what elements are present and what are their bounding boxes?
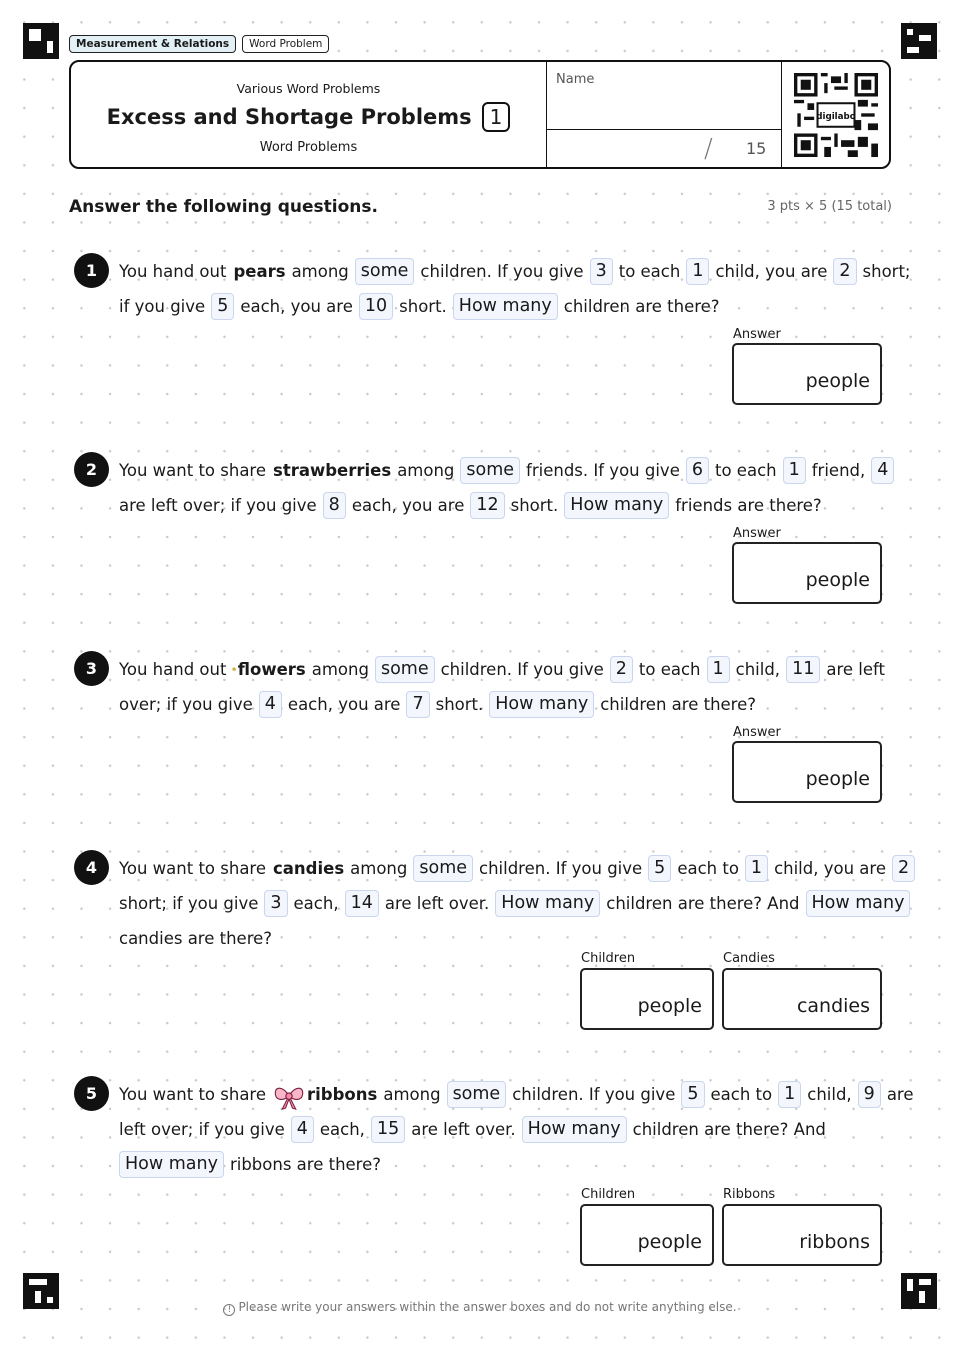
answer-unit: people	[805, 569, 870, 591]
answer-box[interactable]	[732, 343, 882, 405]
name-field[interactable]	[547, 62, 781, 130]
tag-list	[69, 35, 329, 53]
highlighted-value: 5	[648, 855, 671, 882]
question-line	[119, 851, 910, 886]
question-word: are left	[826, 660, 885, 679]
item-name: ribbons	[307, 1085, 378, 1104]
question-word: to each	[715, 461, 777, 480]
question-word: You want to share	[119, 1085, 267, 1104]
answer-box[interactable]	[732, 542, 882, 604]
category-label: Word Problems	[259, 140, 358, 155]
question-word: children. If you give	[479, 859, 643, 878]
question-number: 5	[74, 1076, 109, 1111]
footer-text: Please write your answers within the answer boxes and do not write anything else.	[238, 1300, 737, 1314]
highlighted-value: How many	[453, 293, 558, 320]
answer-label: Answer	[733, 526, 781, 541]
answer-label: Answer	[733, 327, 781, 342]
highlighted-value: 4	[871, 457, 894, 484]
question-word: are left over.	[411, 1120, 516, 1139]
highlighted-value: some	[447, 1081, 507, 1108]
title-block	[71, 62, 546, 167]
highlighted-value: 5	[681, 1081, 704, 1108]
question-word: children. If you give	[440, 660, 604, 679]
series-subtitle: Various Word Problems	[236, 81, 381, 96]
highlighted-value: 4	[259, 691, 282, 718]
tag-measurement: Measurement & Relations	[69, 35, 236, 53]
question-line	[119, 921, 891, 956]
question-word: each to	[677, 859, 739, 878]
answer-box-candies[interactable]	[722, 968, 882, 1030]
highlighted-value: some	[355, 258, 415, 285]
answer-label-children: Children	[581, 1187, 636, 1202]
question-word: are left over; if you give	[119, 496, 317, 515]
question-number: 4	[74, 850, 109, 885]
question-word: among	[291, 262, 349, 281]
answer-unit: candies	[796, 995, 870, 1017]
highlighted-value: How many	[119, 1151, 224, 1178]
item-name: pears	[233, 262, 286, 281]
question-word: among	[350, 859, 408, 878]
footer-note	[0, 1300, 960, 1316]
answer-unit: people	[637, 1231, 702, 1253]
highlighted-value: some	[375, 656, 435, 683]
corner-marker-top-left	[23, 23, 59, 59]
question-word: each,	[293, 894, 339, 913]
question-word: short.	[510, 496, 559, 515]
highlighted-value: 3	[590, 258, 613, 285]
question-word: friend,	[811, 461, 866, 480]
highlighted-value: 1	[783, 457, 806, 484]
tag-word-problem: Word Problem	[242, 35, 329, 53]
question-text	[119, 851, 910, 956]
question-word: each, you are	[351, 496, 465, 515]
question-word: to each	[618, 262, 681, 281]
highlighted-value: some	[413, 855, 473, 882]
question-word: children are there?	[600, 695, 757, 714]
question-word: child,	[735, 660, 781, 679]
question-line	[119, 289, 891, 324]
question-line	[119, 1077, 914, 1112]
ribbon-icon	[272, 1082, 306, 1108]
answer-unit: people	[805, 370, 870, 392]
question-word: among	[311, 660, 369, 679]
question-word: You hand out	[119, 262, 227, 281]
flower-icon	[232, 657, 236, 683]
question-word: over; if you give	[119, 695, 253, 714]
question-word: if you give	[119, 297, 206, 316]
highlighted-value: 2	[833, 258, 856, 285]
answer-box-children[interactable]	[580, 968, 714, 1030]
question-word: are left over.	[384, 894, 490, 913]
score-field[interactable]	[547, 130, 781, 167]
question-line	[119, 453, 891, 488]
question-word: each, you are	[240, 297, 353, 316]
name-score-block	[546, 62, 782, 167]
highlighted-value: 7	[406, 691, 429, 718]
answer-label-children: Children	[581, 951, 636, 966]
highlighted-value: 4	[291, 1116, 314, 1143]
question-text	[119, 254, 911, 324]
question-line	[119, 652, 891, 687]
highlighted-value: 12	[470, 492, 504, 519]
question-line	[119, 1147, 891, 1182]
highlighted-value: 1	[778, 1081, 801, 1108]
worksheet-header	[69, 60, 891, 169]
highlighted-value: How many	[522, 1116, 627, 1143]
question-text	[119, 453, 891, 523]
info-icon: !	[223, 1304, 235, 1316]
question-word: candies are there?	[119, 929, 273, 948]
answer-box-children[interactable]	[580, 1204, 714, 1266]
highlighted-value: 10	[359, 293, 393, 320]
question-word: each, you are	[287, 695, 401, 714]
item-name: strawberries	[273, 461, 392, 480]
highlighted-value: How many	[495, 890, 600, 917]
question-word: children. If you give	[512, 1085, 676, 1104]
highlighted-value: How many	[489, 691, 594, 718]
answer-box[interactable]	[732, 741, 882, 803]
question-line	[119, 1112, 891, 1147]
question-word: children. If you give	[420, 262, 584, 281]
qr-label: digilabo	[815, 111, 856, 122]
points-summary: 3 pts × 5 (15 total)	[767, 199, 892, 214]
question-line	[119, 254, 911, 289]
answer-unit: people	[637, 995, 702, 1017]
sheet-number: 1	[482, 102, 511, 132]
question-word: ribbons are there?	[229, 1155, 382, 1174]
highlighted-value: 1	[686, 258, 709, 285]
highlighted-value: 2	[892, 855, 915, 882]
question-word: among	[397, 461, 455, 480]
question-word: short; if you give	[119, 894, 259, 913]
highlighted-value: 1	[707, 656, 730, 683]
highlighted-value: 15	[371, 1116, 405, 1143]
worksheet-title	[71, 102, 546, 132]
question-word: child,	[807, 1085, 852, 1104]
answer-label-candies: Candies	[723, 951, 775, 966]
question-word: to each	[638, 660, 701, 679]
highlighted-value: 8	[323, 492, 346, 519]
question-word: children are there? And	[632, 1120, 826, 1139]
question-word: You want to share	[119, 461, 267, 480]
question-word: friends. If you give	[526, 461, 680, 480]
question-word: are	[886, 1085, 914, 1104]
question-word: short.	[435, 695, 484, 714]
question-word: child, you are	[774, 859, 886, 878]
answer-box-ribbons[interactable]	[722, 1204, 882, 1266]
question-word: short.	[399, 297, 447, 316]
highlighted-value: 14	[345, 890, 379, 917]
highlighted-value: 9	[858, 1081, 881, 1108]
highlighted-value: 5	[211, 293, 234, 320]
highlighted-value: How many	[564, 492, 669, 519]
highlighted-value: 6	[686, 457, 709, 484]
question-word: children are there?	[563, 297, 720, 316]
highlighted-value: some	[460, 457, 520, 484]
question-word: You want to share	[119, 859, 267, 878]
question-word: among	[383, 1085, 441, 1104]
question-word: You hand out	[119, 660, 227, 679]
question-line	[119, 488, 891, 523]
question-text	[119, 1077, 914, 1182]
item-name: flowers	[237, 660, 306, 679]
question-word: child, you are	[715, 262, 828, 281]
score-slash: /	[704, 134, 713, 164]
question-word: short;	[862, 262, 911, 281]
question-word: each,	[319, 1120, 365, 1139]
answer-unit: people	[805, 768, 870, 790]
question-line	[119, 687, 891, 722]
qr-block	[782, 62, 889, 167]
question-line	[119, 886, 905, 921]
score-total: 15	[746, 139, 767, 158]
answer-unit: ribbons	[799, 1231, 870, 1253]
highlighted-value: 2	[610, 656, 633, 683]
answer-label: Answer	[733, 725, 781, 740]
question-word: each to	[710, 1085, 773, 1104]
question-word: left over; if you give	[119, 1120, 285, 1139]
title-text: Excess and Shortage Problems	[106, 105, 472, 129]
name-label: Name	[556, 72, 595, 87]
question-word: children are there? And	[606, 894, 800, 913]
item-name: candies	[273, 859, 345, 878]
question-number: 2	[74, 452, 109, 487]
qr-code-icon	[794, 73, 878, 157]
highlighted-value: 11	[786, 656, 820, 683]
highlighted-value: How many	[806, 890, 911, 917]
corner-marker-top-right	[901, 23, 937, 59]
answer-label-ribbons: Ribbons	[723, 1187, 776, 1202]
question-word: friends are there?	[675, 496, 822, 515]
highlighted-value: 1	[745, 855, 768, 882]
question-number: 1	[74, 253, 109, 288]
question-number: 3	[74, 651, 109, 686]
question-text	[119, 652, 891, 722]
instructions: Answer the following questions.	[69, 197, 378, 217]
highlighted-value: 3	[264, 890, 287, 917]
